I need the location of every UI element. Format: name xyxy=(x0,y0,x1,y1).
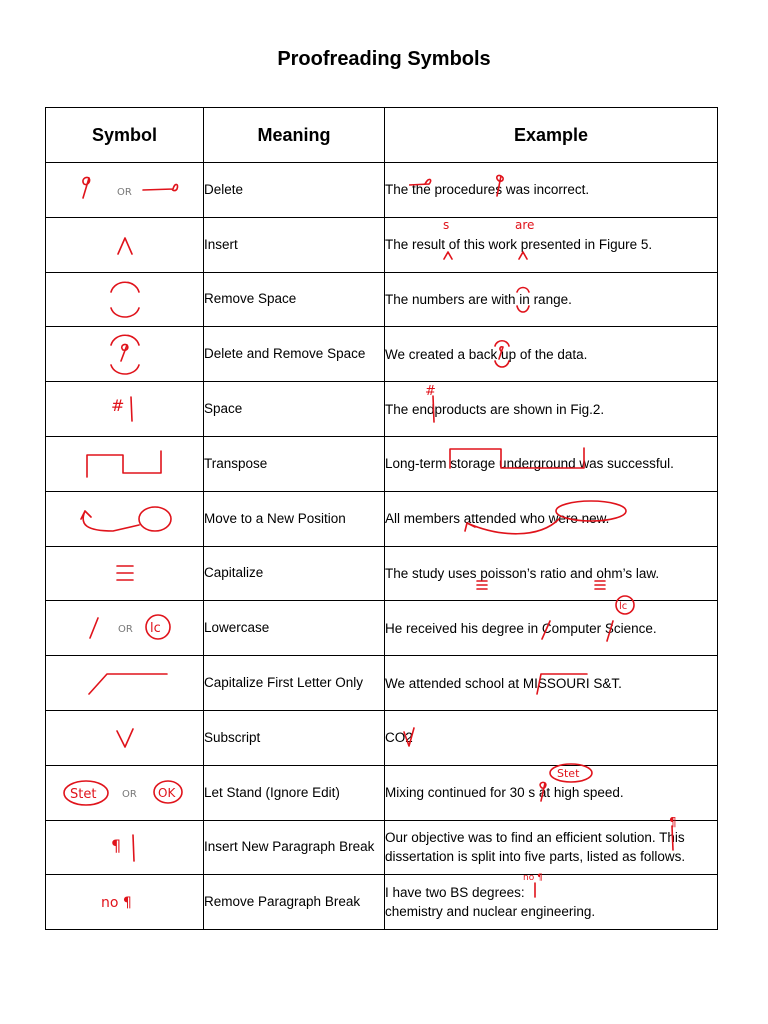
delete-pigtail-icon xyxy=(65,170,185,210)
or-text: OR xyxy=(116,186,132,198)
example-cell: All members attended who were new. xyxy=(385,491,718,546)
example-cell: CO2 xyxy=(385,710,718,765)
stet-icon xyxy=(60,773,190,813)
move-icon xyxy=(73,499,177,539)
table-row xyxy=(46,546,718,601)
stet-text: Stet xyxy=(69,786,96,802)
example-cell: He received his degree in Computer Science. lc xyxy=(385,601,718,656)
symbol-cell xyxy=(46,820,204,875)
meaning-cell: Space xyxy=(204,382,385,437)
example-cell: The result of this work presented in Figure 5. s are xyxy=(385,217,718,272)
meaning-cell: Subscript xyxy=(204,710,385,765)
inserted-s: s xyxy=(443,219,450,233)
cap-first-icon xyxy=(75,666,175,700)
meaning-cell: Capitalize First Letter Only xyxy=(204,656,385,711)
example-cell: The study uses poisson’s ratio and ohm’s law. xyxy=(385,546,718,601)
table-row xyxy=(46,436,718,491)
meaning-cell: Capitalize xyxy=(204,546,385,601)
example-cell: Mixing continued for 30 s at high speed. Stet xyxy=(385,765,718,820)
symbol-cell xyxy=(46,875,204,930)
inserted-are: are xyxy=(515,219,535,233)
symbol-cell xyxy=(46,217,204,272)
symbol-cell xyxy=(46,546,204,601)
delete-close-up-icon xyxy=(105,329,145,379)
table-row xyxy=(46,765,718,820)
example-cell: The numbers are with in range. xyxy=(385,272,718,327)
example-cell xyxy=(385,875,718,930)
example-cell: Long-term storage underground was successful. xyxy=(385,436,718,491)
meaning-cell: Transpose xyxy=(204,436,385,491)
meaning-cell: Remove Space xyxy=(204,272,385,327)
header-symbol: Symbol xyxy=(46,108,204,163)
lowercase-icon xyxy=(70,610,180,646)
transpose-icon xyxy=(83,447,167,481)
no-paragraph-mark-text: no ¶ xyxy=(523,873,543,884)
example-line: I have two BS degrees: xyxy=(385,885,525,901)
table-row xyxy=(46,327,718,382)
symbol-cell xyxy=(46,491,204,546)
symbol-cell xyxy=(46,382,204,437)
symbol-cell xyxy=(46,436,204,491)
paragraph-text: ¶ xyxy=(110,836,121,856)
table-row xyxy=(46,875,718,930)
symbol-cell xyxy=(46,601,204,656)
no-paragraph-icon xyxy=(95,887,155,917)
page-title: Proofreading Symbols xyxy=(277,48,491,70)
lc-mark-text: lc xyxy=(619,600,628,612)
header-example: Example xyxy=(385,108,718,163)
paragraph-icon xyxy=(105,827,145,867)
space-hash-icon xyxy=(105,389,145,429)
meaning-cell: Move to a New Position xyxy=(204,491,385,546)
lc-text: lc xyxy=(149,621,161,637)
example-cell: We created a back up of the data. xyxy=(385,327,718,382)
no-paragraph-text: no ¶ xyxy=(100,895,132,912)
example-cell: We attended school at MISSOURI S&T. xyxy=(385,656,718,711)
meaning-cell: Remove Paragraph Break xyxy=(204,875,385,930)
hash-mark-text: # xyxy=(425,383,436,399)
symbol-cell xyxy=(46,327,204,382)
table-row xyxy=(46,656,718,711)
header-meaning: Meaning xyxy=(204,108,385,163)
subscript-icon xyxy=(105,723,145,753)
triple-underline-icon xyxy=(105,558,145,588)
stet-mark-text: Stet xyxy=(557,767,580,781)
table-row xyxy=(46,710,718,765)
table-row xyxy=(46,272,718,327)
symbol-cell xyxy=(46,272,204,327)
paragraph-mark-text: ¶ xyxy=(669,815,677,830)
symbol-cell xyxy=(46,163,204,218)
proofreading-table xyxy=(45,107,718,930)
example-line: chemistry and nuclear engineering. xyxy=(385,904,596,920)
meaning-cell: Insert New Paragraph Break xyxy=(204,820,385,875)
table-row xyxy=(46,491,718,546)
close-up-icon xyxy=(105,276,145,322)
or-text: OR xyxy=(121,788,137,800)
no-paragraph-mark xyxy=(521,871,555,901)
or-text: OR xyxy=(117,624,133,636)
lowercase-mark xyxy=(599,595,639,645)
example-cell: The endproducts are shown in Fig.2. # xyxy=(385,382,718,437)
meaning-cell: Delete and Remove Space xyxy=(204,327,385,382)
example-cell xyxy=(385,815,718,875)
table-row xyxy=(46,382,718,437)
example-cell: The the procedures was incorrect. xyxy=(385,163,718,218)
caret-icon xyxy=(105,230,145,260)
meaning-cell: Insert xyxy=(204,217,385,272)
header-row xyxy=(46,108,718,163)
table-row xyxy=(46,163,718,218)
ok-text: OK xyxy=(157,785,175,800)
table-row xyxy=(46,217,718,272)
hash-text: # xyxy=(110,396,124,416)
meaning-cell: Lowercase xyxy=(204,601,385,656)
meaning-cell: Delete xyxy=(204,163,385,218)
example-line: Our objective was to find an efficient solution. This xyxy=(385,830,685,846)
symbol-cell xyxy=(46,710,204,765)
table-row xyxy=(46,820,718,875)
example-line: dissertation is split into five parts, listed as follows. xyxy=(385,849,686,865)
table-row xyxy=(46,601,718,656)
symbol-cell xyxy=(46,656,204,711)
symbol-cell xyxy=(46,765,204,820)
meaning-cell: Let Stand (Ignore Edit) xyxy=(204,765,385,820)
